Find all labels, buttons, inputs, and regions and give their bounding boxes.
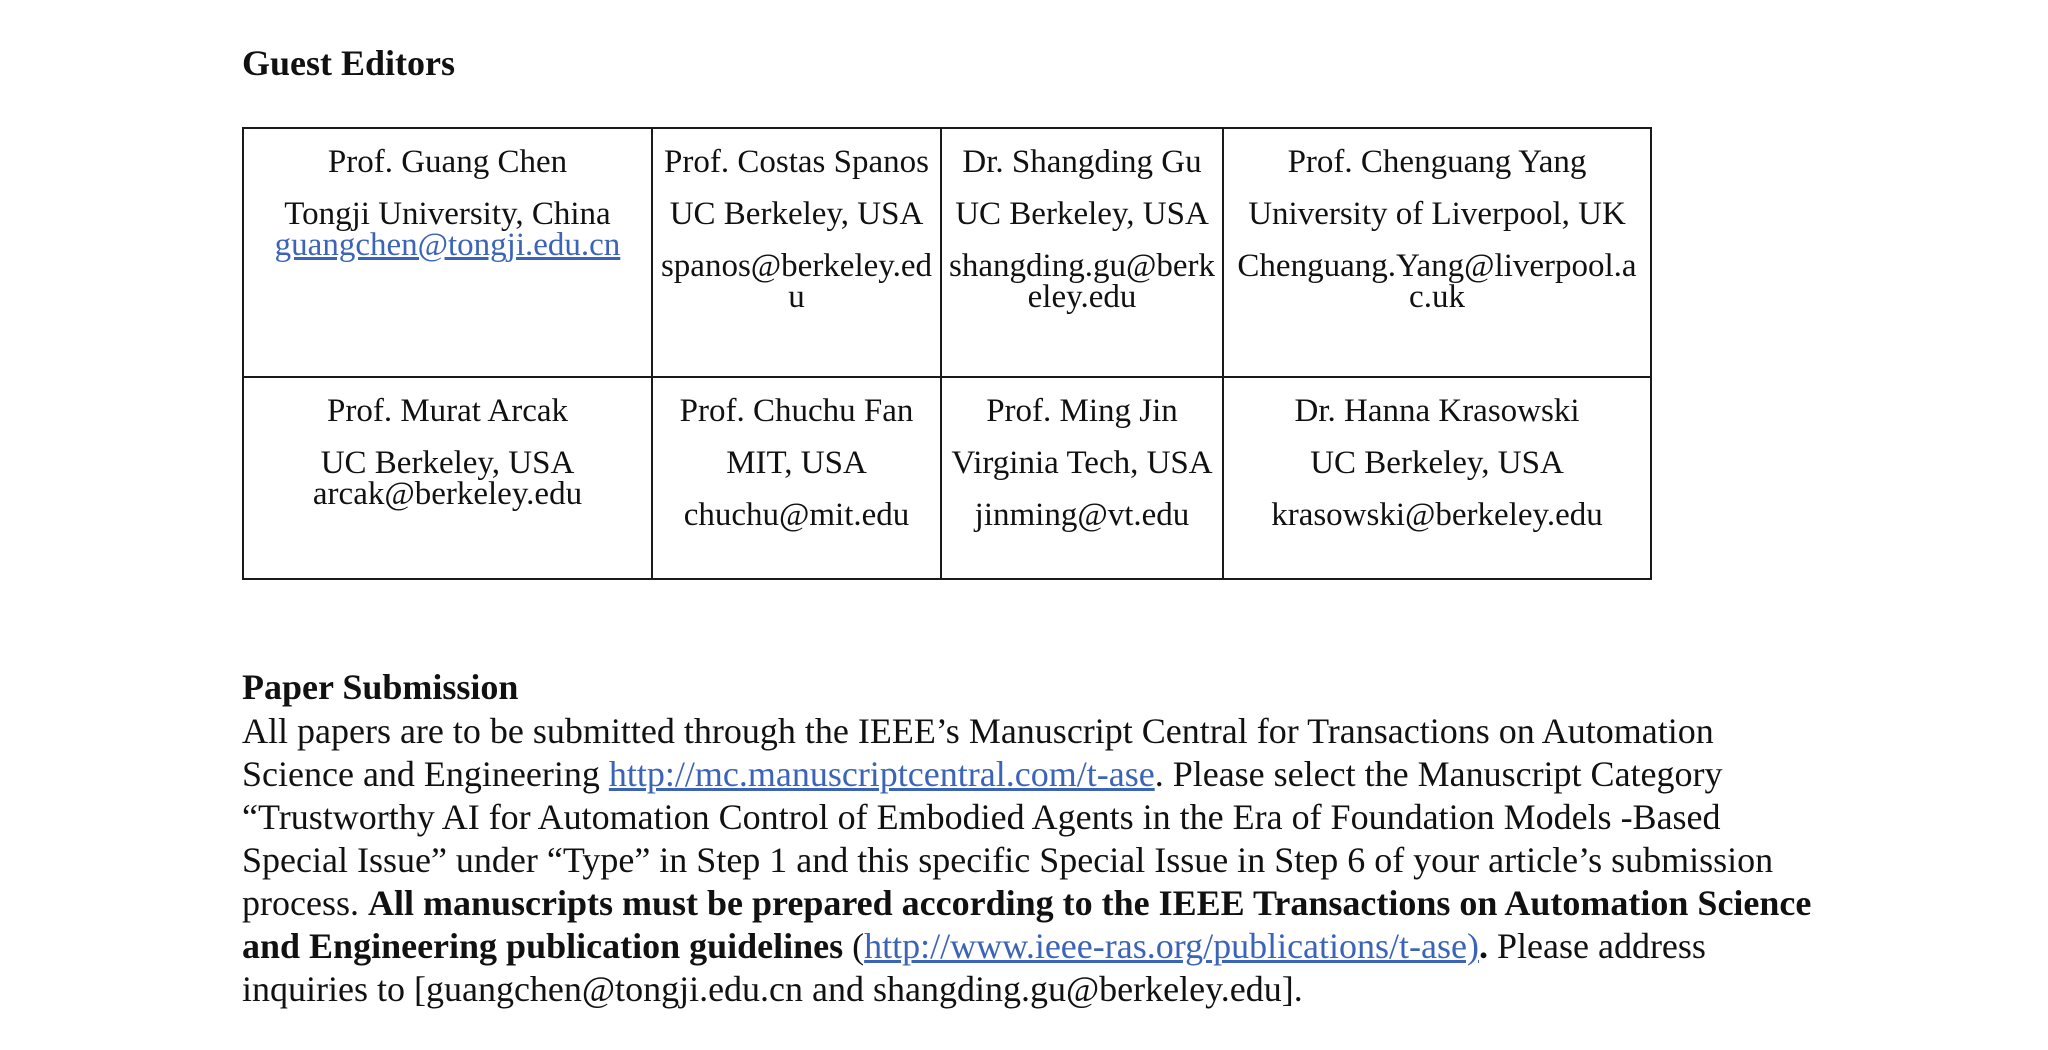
editor-email: chuchu@mit.edu: [683, 497, 910, 533]
editor-cell: [941, 128, 1223, 377]
editor-cell: [1223, 377, 1651, 579]
editor-affiliation: Virginia Tech, USA: [951, 445, 1213, 481]
editor-cell: [243, 377, 652, 579]
editor-email: arcak@berkeley.edu: [312, 476, 583, 512]
editor-name: Prof. Murat Arcak: [326, 393, 569, 429]
editor-cell: [652, 377, 941, 579]
editor-email: krasowski@berkeley.edu: [1271, 497, 1603, 533]
editors-row: [243, 128, 1651, 377]
submission-paragraph: [242, 710, 1822, 1011]
editor-affiliation: UC Berkeley, USA: [1310, 445, 1564, 481]
editors-row: [243, 377, 1651, 579]
editor-email: shangding.gu@berkeley.edu: [949, 248, 1215, 315]
manuscript-central-link[interactable]: http://mc.manuscriptcentral.com/t-ase: [608, 754, 1155, 794]
editor-cell: [243, 128, 652, 377]
editor-cell: [941, 377, 1223, 579]
submission-inquiries-text: Please address inquiries to [guangchen@tongji.edu.cn and shangding.gu@berkeley.edu].: [242, 926, 1706, 1009]
editor-email: jinming@vt.edu: [974, 497, 1190, 533]
submission-guidelines-bold: All manuscripts must be prepared according to the IEEE Transactions on Automation Science and Engineering publication guidelines: [242, 883, 1812, 966]
submission-text-2: . Please select the Manuscript Category “Trustworthy AI for Automation Control of Embodied Agents in the Era of Foundation Models -Based Special Issue” under “Type” in Step 1 and this specific Special Issue in Step 6 of your article’s submission process.: [242, 754, 1774, 923]
editor-affiliation: UC Berkeley, USA: [955, 196, 1209, 232]
editor-name: Dr. Hanna Krasowski: [1294, 393, 1580, 429]
editor-email: spanos@berkeley.edu: [660, 248, 933, 315]
editor-name: Prof. Chuchu Fan: [679, 393, 914, 429]
editor-affiliation: MIT, USA: [726, 445, 867, 481]
editor-affiliation: University of Liverpool, UK: [1248, 196, 1626, 232]
editor-cell: [652, 128, 941, 377]
editor-name: Prof. Guang Chen: [327, 144, 568, 180]
editor-affiliation: UC Berkeley, USA: [669, 196, 924, 232]
editor-name: Dr. Shangding Gu: [962, 144, 1202, 180]
paper-submission-heading: Paper Submission: [242, 667, 519, 707]
submission-text-3: (: [843, 926, 865, 966]
ieee-ras-guidelines-link[interactable]: http://www.ieee-ras.org/publications/t-ase): [864, 926, 1479, 966]
submission-text-1: All papers are to be submitted through the IEEE’s Manuscript Central for Transactions on Automation Science and Engineering: [242, 711, 1714, 794]
editor-affiliation: Tongji University, China: [284, 196, 611, 232]
guest-editors-heading: Guest Editors: [242, 43, 456, 83]
editor-affiliation: UC Berkeley, USA: [320, 445, 575, 481]
submission-period: .: [1479, 926, 1488, 966]
editor-email: Chenguang.Yang@liverpool.ac.uk: [1237, 248, 1637, 315]
editor-name: Prof. Chenguang Yang: [1287, 144, 1587, 180]
guest-editors-table: [242, 127, 1652, 580]
editor-email-link[interactable]: guangchen@tongji.edu.cn: [274, 227, 621, 263]
editor-name: Prof. Costas Spanos: [664, 144, 929, 180]
editor-cell: [1223, 128, 1651, 377]
editor-name: Prof. Ming Jin: [986, 393, 1178, 429]
